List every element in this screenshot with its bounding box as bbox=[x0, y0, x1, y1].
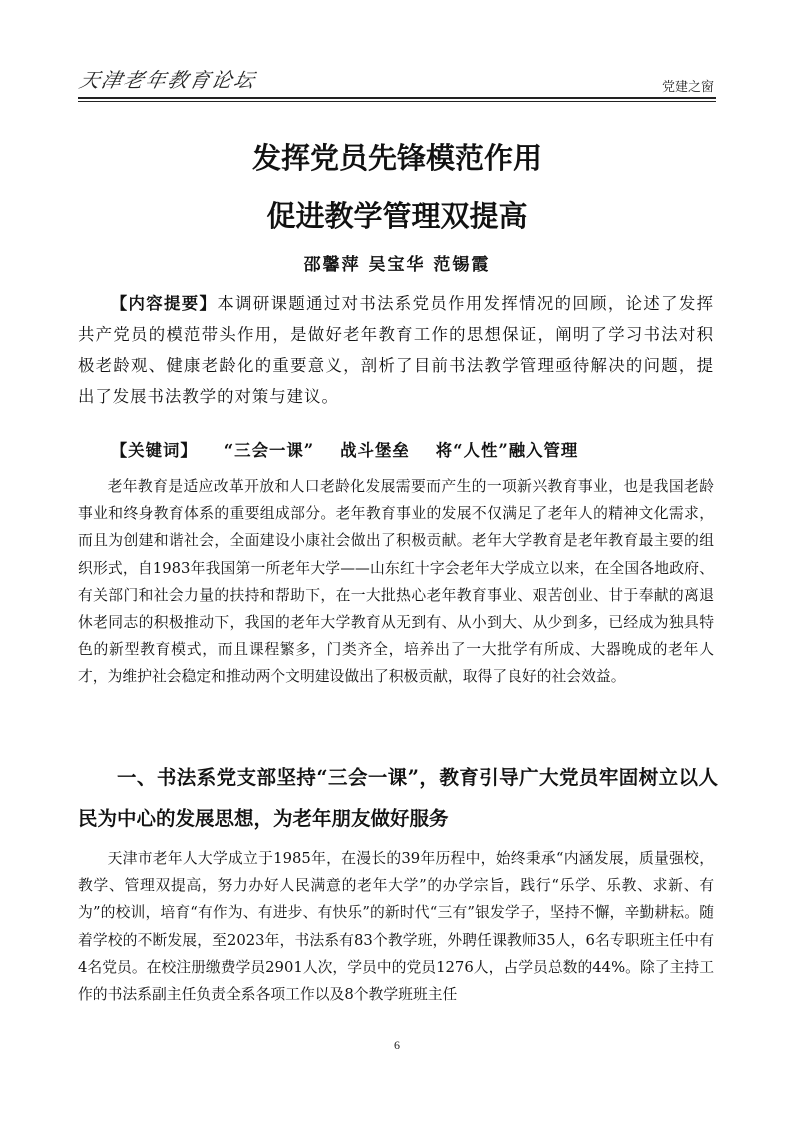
abstract-text: 本调研课题通过对书法系党员作用发挥情况的回顾，论述了发挥共产党员的模范带头作用，是做好老年教育工作的思想保证，阐明了学习书法对积极老龄观、健康老龄化的重要意义，剖析了目前书法教学管理亟待解决的问题，提出了发展书法教学的对策与建议。 bbox=[78, 294, 715, 406]
body-paragraph-intro: 老年教育是适应改革开放和人口老龄化发展需要而产生的一项新兴教育事业，也是我国老龄事业和终身教育体系的重要组成部分。老年教育事业的发展不仅满足了老年人的精神文化需求，而且为创建和谐社会，全面建设小康社会做出了积极贡献。老年大学教育是老年教育最主要的组织形式，自1983年我国第一所老年大学——山东红十字会老年大学成立以来，在全国各地政府、有关部门和社会力量的扶持和帮助下，在一大批热心老年教育事业、艰苦创业、甘于奉献的离退休老同志的积极推动下，我国的老年大学教育从无到有、从小到大、从少到多，已经成为独具特色的新型教育模式，而且课程繁多，门类齐全，培养出了一大批学有所成、大器晚成的老年人才，为维护社会稳定和推动两个文明建设做出了积极贡献，取得了良好的社会效益。 bbox=[78, 478, 714, 686]
keywords-label: 【关键词】 bbox=[110, 441, 198, 460]
header-rule-thin bbox=[78, 101, 716, 102]
journal-logo: 天津老年教育论坛 bbox=[77, 68, 259, 92]
keyword-item: 战斗堡垒 bbox=[340, 441, 410, 460]
abstract bbox=[78, 288, 714, 412]
page-number: 6 bbox=[394, 1038, 400, 1052]
keyword-item: 将“人性”融入管理 bbox=[435, 441, 579, 460]
abstract-label: 【内容提要】 bbox=[110, 294, 218, 313]
header-rule bbox=[78, 97, 716, 99]
section-label: 党建之窗 bbox=[661, 80, 714, 95]
authors: 邵馨萍 吴宝华 范锡霞 bbox=[303, 255, 491, 275]
keyword-item: “三会一课” bbox=[223, 441, 315, 460]
keywords bbox=[78, 437, 714, 465]
article-title-line-1: 发挥党员先锋模范作用 bbox=[251, 141, 542, 175]
section-heading-1: 一、书法系党支部坚持“三会一课”，教育引导广大党员牢固树立以人民为中心的发展思想，为老年朋友做好服务 bbox=[78, 766, 718, 830]
article-title-line-2: 促进教学管理双提高 bbox=[266, 199, 528, 233]
body-paragraph-section-1: 天津市老年人大学成立于1985年，在漫长的39年历程中，始终秉承“内涵发展，质量强校，教学、管理双提高，努力办好人民满意的老年大学”的办学宗旨，践行“乐学、乐教、求新、有为”的校训，培育“有作为、有进步、有快乐”的新时代“三有”银发学子，坚持不懈，辛勤耕耘。随着学校的不断发展，至2023年，书法系有83个教学班，外聘任课教师35人，6名专职班主任中有4名党员。在校注册缴费学员2901人次，学员中的党员1276人，占学员总数的44%。除了主持工作的书法系副主任负责全系各项工作以及8个教学班班主任 bbox=[78, 850, 714, 1004]
